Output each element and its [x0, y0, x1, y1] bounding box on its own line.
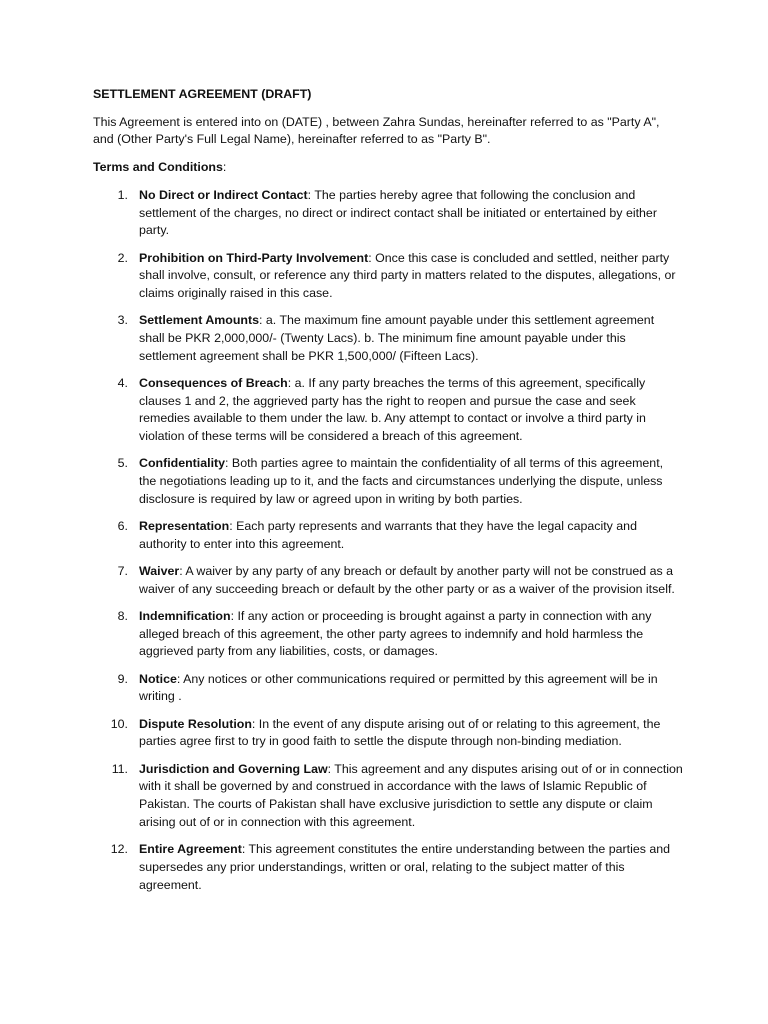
clause-number: 7.	[117, 564, 128, 579]
clause-heading: Confidentiality	[139, 456, 226, 471]
terms-heading-label: Terms and Conditions	[93, 160, 223, 175]
clause-list	[93, 187, 683, 894]
clause-item	[93, 841, 683, 894]
clause-heading: Notice	[139, 671, 177, 686]
clause-number: 6.	[117, 519, 128, 534]
clause-text: : a. If any party breaches the terms of this agreement, specifically clauses 1 and 2, the aggrieved party has the right to reopen and pursue the case and seek remedies available to them under the law. b. Any attempt to contact or involve a third party in violation of these terms will be considered a breach of this agreement.	[139, 375, 646, 444]
clause-item	[93, 375, 683, 446]
document-page	[93, 86, 683, 904]
clause-item	[93, 187, 683, 240]
clause-number: 11.	[111, 761, 128, 776]
clause-item	[93, 671, 683, 706]
terms-heading-suffix: :	[222, 160, 227, 175]
clause-text: : Any notices or other communications required or permitted by this agreement will be in writing .	[139, 671, 658, 704]
document-title: SETTLEMENT AGREEMENT (DRAFT)	[93, 87, 312, 101]
clause-heading: Consequences of Breach	[139, 375, 288, 390]
clause-heading: Jurisdiction and Governing Law	[139, 761, 328, 776]
clause-heading: Waiver	[139, 564, 180, 579]
clause-number: 5.	[117, 456, 128, 471]
clause-number: 10.	[110, 716, 128, 731]
clause-text: : In the event of any dispute arising out of or relating to this agreement, the parties agree first to try in good faith to settle the dispute through non-binding mediation.	[139, 716, 661, 749]
clause-text: : The parties hereby agree that following the conclusion and settlement of the charges, no direct or indirect contact shall be initiated or entertained by either party.	[139, 187, 657, 238]
clause-number: 8.	[117, 609, 128, 624]
clause-item	[93, 250, 683, 303]
clause-heading: Entire Agreement	[139, 842, 242, 857]
clause-heading: Indemnification	[139, 609, 231, 624]
clause-heading: Settlement Amounts	[139, 313, 260, 328]
clause-text: : Once this case is concluded and settled, neither party shall involve, consult, or reference any third party in matters related to the disputes, allegations, or claims originally raised in this case.	[139, 250, 676, 300]
clause-number: 9.	[117, 671, 128, 686]
clause-text: : Both parties agree to maintain the confidentiality of all terms of this agreement, the negotiations leading up to it, and the facts and circumstances underlying the dispute, unless disclosure is required by law or agreed upon in writing by both parties.	[139, 456, 664, 506]
clause-heading: No Direct or Indirect Contact	[139, 187, 308, 202]
terms-heading	[93, 159, 683, 177]
clause-item	[93, 455, 683, 508]
clause-item	[93, 608, 683, 661]
clause-heading: Representation	[139, 519, 230, 534]
clause-heading: Dispute Resolution	[139, 716, 252, 731]
clause-text: : a. The maximum fine amount payable under this settlement agreement shall be PKR 2,000,000/- (Twenty Lacs). b. The minimum fine amount payable under this settlement agreement shall be PKR 1,500,000/ (Fifteen Lacs).	[139, 313, 655, 363]
clause-text: : This agreement constitutes the entire understanding between the parties and supersedes any prior understandings, written or oral, relating to the subject matter of this agreement.	[139, 842, 671, 892]
clause-number: 4.	[117, 375, 128, 390]
clause-item	[93, 563, 683, 598]
clause-heading: Prohibition on Third-Party Involvement	[139, 250, 369, 265]
clause-number: 1.	[117, 187, 128, 202]
clause-text: : A waiver by any party of any breach or default by another party will not be construed as a waiver of any succeeding breach or default by the other party or as a waiver of the provision itself.	[139, 564, 675, 596]
clause-number: 12.	[110, 842, 128, 857]
clause-item	[93, 716, 683, 751]
clause-item	[93, 312, 683, 365]
clause-text: : Each party represents and warrants that they have the legal capacity and authority to enter into this agreement.	[139, 519, 637, 551]
clause-text: : If any action or proceeding is brought against a party in connection with any alleged breach of this agreement, the other party agrees to indemnify and hold harmless the aggrieved party from any liabilities, costs, or damages.	[139, 609, 652, 659]
clause-item	[93, 518, 683, 553]
clause-number: 2.	[117, 250, 128, 265]
clause-item	[93, 761, 683, 832]
intro-paragraph: This Agreement is entered into on (DATE) , between Zahra Sundas, hereinafter referred to as "Party A", and (Other Party's Full Legal Name), hereinafter referred to as "Party B".	[93, 114, 660, 147]
clause-text: : This agreement and any disputes arising out of or in connection with it shall be governed by and construed in accordance with the laws of Islamic Republic of Pakistan. The courts of Pakistan shall have exclusive jurisdiction to settle any dispute or claim arising out of or in connection with this agreement.	[139, 761, 683, 829]
clause-number: 3.	[117, 313, 128, 328]
